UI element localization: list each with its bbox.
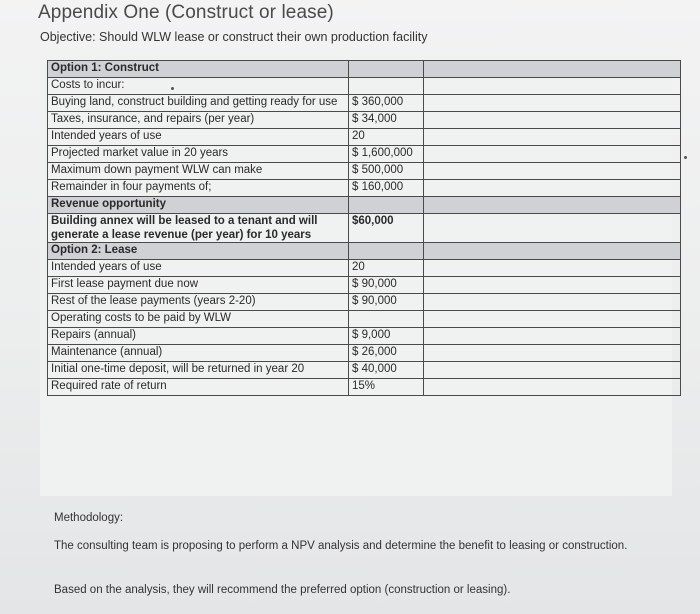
row-label: Projected market value in 20 years	[48, 146, 349, 163]
row-value: $ 26,000	[349, 345, 424, 362]
empty-cell	[424, 260, 681, 277]
row-value: $ 90,000	[349, 277, 424, 294]
table-row	[48, 277, 681, 294]
row-value: $ 1,600,000	[349, 146, 424, 163]
empty-cell	[424, 328, 681, 345]
empty-cell	[424, 163, 681, 180]
row-value: $ 500,000	[349, 163, 424, 180]
row-value: $ 90,000	[349, 294, 424, 311]
empty-cell	[424, 78, 681, 95]
row-label: Operating costs to be paid by WLW	[48, 311, 349, 328]
empty-cell	[424, 129, 681, 146]
table-row	[48, 362, 681, 379]
empty-cell	[424, 95, 681, 112]
empty-cell	[424, 61, 681, 78]
speck	[171, 87, 174, 90]
cost-table	[47, 60, 681, 396]
table-row	[48, 78, 681, 95]
table-row	[48, 95, 681, 112]
objective-text: Objective: Should WLW lease or construct their own production facility	[40, 30, 428, 44]
row-label: Maximum down payment WLW can make	[48, 163, 349, 180]
row-label: Maintenance (annual)	[48, 345, 349, 362]
methodology-paragraph-1: The consulting team is proposing to perform a NPV analysis and determine the benefit to leasing or construction.	[54, 540, 628, 552]
row-value: $ 40,000	[349, 362, 424, 379]
table-section-header	[48, 243, 681, 260]
table-section-header	[48, 197, 681, 214]
row-value	[349, 61, 424, 78]
page-title: Appendix One (Construct or lease)	[38, 2, 334, 23]
table-row	[48, 328, 681, 345]
row-value: $ 360,000	[349, 95, 424, 112]
row-value: 20	[349, 260, 424, 277]
empty-cell	[424, 197, 681, 214]
empty-cell	[424, 214, 681, 243]
row-label: Costs to incur:	[48, 78, 349, 95]
row-value: $ 34,000	[349, 112, 424, 129]
table-row	[48, 345, 681, 362]
empty-cell	[424, 311, 681, 328]
table-row	[48, 311, 681, 328]
table-row	[48, 129, 681, 146]
empty-cell	[424, 243, 681, 260]
empty-cell	[424, 146, 681, 163]
methodology-heading: Methodology:	[54, 512, 124, 524]
table-row	[48, 163, 681, 180]
row-label: Remainder in four payments of;	[48, 180, 349, 197]
row-label: Intended years of use	[48, 129, 349, 146]
row-label: Initial one-time deposit, will be returned in year 20	[48, 362, 349, 379]
table-row	[48, 379, 681, 396]
empty-cell	[424, 180, 681, 197]
row-value	[349, 243, 424, 260]
row-value: $60,000	[349, 214, 424, 243]
empty-cell	[424, 379, 681, 396]
row-label: First lease payment due now	[48, 277, 349, 294]
row-label: Intended years of use	[48, 260, 349, 277]
empty-cell	[424, 362, 681, 379]
table-row	[48, 180, 681, 197]
empty-cell	[424, 112, 681, 129]
row-label: Required rate of return	[48, 379, 349, 396]
row-label: Option 2: Lease	[48, 243, 349, 260]
row-label: Repairs (annual)	[48, 328, 349, 345]
row-label: Revenue opportunity	[48, 197, 349, 214]
row-label: Buying land, construct building and getting ready for use	[48, 95, 349, 112]
row-value	[349, 311, 424, 328]
row-label: Building annex will be leased to a tenant and will generate a lease revenue (per year) for 10 years	[48, 214, 349, 243]
row-value	[349, 78, 424, 95]
table-section-header	[48, 61, 681, 78]
row-label: Option 1: Construct	[48, 61, 349, 78]
row-label: Rest of the lease payments (years 2-20)	[48, 294, 349, 311]
methodology-paragraph-2: Based on the analysis, they will recommend the preferred option (construction or leasing).	[54, 584, 511, 596]
table-row	[48, 112, 681, 129]
row-label: Taxes, insurance, and repairs (per year)	[48, 112, 349, 129]
row-value: 20	[349, 129, 424, 146]
speck	[684, 156, 687, 159]
row-value: $ 9,000	[349, 328, 424, 345]
row-value	[349, 197, 424, 214]
table-row	[48, 214, 681, 243]
table-row	[48, 146, 681, 163]
table-row	[48, 260, 681, 277]
row-value: $ 160,000	[349, 180, 424, 197]
empty-cell	[424, 294, 681, 311]
empty-cell	[424, 277, 681, 294]
empty-cell	[424, 345, 681, 362]
row-value: 15%	[349, 379, 424, 396]
table-row	[48, 294, 681, 311]
